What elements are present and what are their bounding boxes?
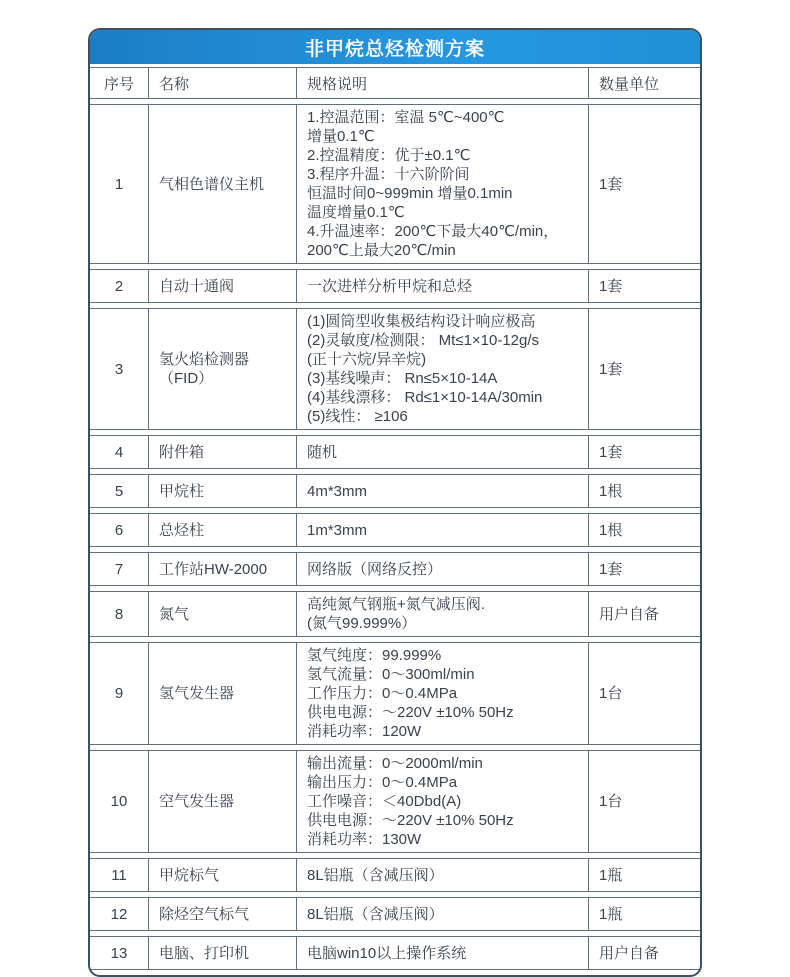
table-row <box>90 750 700 853</box>
item-name-cell: 电脑、打印机 <box>148 936 296 970</box>
row-number-cell: 3 <box>90 308 148 430</box>
item-name-cell: 氮气 <box>148 591 296 637</box>
row-number-cell: 8 <box>90 591 148 637</box>
spec-line: 4m*3mm <box>307 482 368 500</box>
item-name-cell: 甲烷柱 <box>148 474 296 508</box>
item-name-cell: 空气发生器 <box>148 750 296 853</box>
item-qty-cell: 1套 <box>588 435 700 469</box>
item-spec-cell <box>296 897 588 931</box>
item-spec-cell <box>296 435 588 469</box>
item-name-cell: 气相色谱仪主机 <box>148 104 296 264</box>
table-row <box>90 474 700 508</box>
row-number-cell: 9 <box>90 642 148 745</box>
table-row <box>90 308 700 430</box>
spec-line: 供电电源：～220V ±10% 50Hz <box>307 812 514 829</box>
item-qty-cell: 用户自备 <box>588 936 700 970</box>
item-qty-cell: 1根 <box>588 474 700 508</box>
spec-line: 1m*3mm <box>307 521 368 539</box>
table-row <box>90 897 700 931</box>
item-name-cell: 附件箱 <box>148 435 296 469</box>
row-number-cell: 10 <box>90 750 148 853</box>
item-spec-cell <box>296 513 588 547</box>
spec-line: 4.升温速率：200℃下最大40℃/min， <box>307 223 559 240</box>
spec-line: 工作噪音：＜40Dbd(A) <box>307 793 462 810</box>
spec-line: 恒温时间0~999min 增量0.1min <box>307 185 513 202</box>
spec-line: 电脑win10以上操作系统 <box>307 944 467 962</box>
spec-line: 消耗功率：130W <box>307 831 422 848</box>
spec-line: (3)基线噪声： Rn≤5×10-14A <box>307 370 498 387</box>
spec-line: (正十六烷/异辛烷) <box>307 351 427 368</box>
spec-line: 温度增量0.1℃ <box>307 204 405 221</box>
table-row <box>90 936 700 970</box>
column-header-no: 序号 <box>90 67 148 99</box>
spec-line: (4)基线漂移： Rd≤1×10-14A/30min <box>307 389 543 406</box>
row-number-cell: 11 <box>90 858 148 892</box>
row-number-cell: 12 <box>90 897 148 931</box>
item-spec-cell <box>296 552 588 586</box>
item-spec-cell <box>296 308 588 430</box>
item-qty-cell: 1瓶 <box>588 858 700 892</box>
table-row <box>90 858 700 892</box>
spec-line: 200℃上最大20℃/min <box>307 242 456 259</box>
row-number-cell: 2 <box>90 269 148 303</box>
spec-line: 输出流量：0～2000ml/min <box>307 755 483 772</box>
item-qty-cell: 1瓶 <box>588 897 700 931</box>
item-qty-cell: 1台 <box>588 642 700 745</box>
row-number-cell: 7 <box>90 552 148 586</box>
spec-line: 工作压力：0～0.4MPa <box>307 685 458 702</box>
sheet-title-banner <box>90 30 700 64</box>
item-name-cell: 氢气发生器 <box>148 642 296 745</box>
spec-line: 氢气纯度：99.999% <box>307 647 442 664</box>
spec-line: (2)灵敏度/检测限： Mt≤1×10-12g/s <box>307 332 540 349</box>
column-header-qty: 数量单位 <box>588 67 700 99</box>
table-row <box>90 513 700 547</box>
spec-line: 高纯氮气钢瓶+氮气减压阀. <box>307 596 485 613</box>
item-qty-cell: 1根 <box>588 513 700 547</box>
row-number-cell: 4 <box>90 435 148 469</box>
spec-line: 2.控温精度：优于±0.1℃ <box>307 147 471 164</box>
item-name-cell: 自动十通阀 <box>148 269 296 303</box>
item-spec-cell <box>296 750 588 853</box>
item-qty-cell: 用户自备 <box>588 591 700 637</box>
spec-line: 1.控温范围：室温 5℃~400℃ <box>307 109 505 126</box>
spec-line: 8L铝瓶（含减压阀） <box>307 866 444 884</box>
row-number-cell: 13 <box>90 936 148 970</box>
item-qty-cell: 1套 <box>588 308 700 430</box>
table-row <box>90 104 700 264</box>
item-spec-cell <box>296 642 588 745</box>
item-name-cell: 氢火焰检测器（FID） <box>148 308 296 430</box>
item-spec-cell <box>296 474 588 508</box>
item-qty-cell: 1套 <box>588 269 700 303</box>
spec-line: (氮气99.999%） <box>307 615 417 632</box>
item-spec-cell <box>296 591 588 637</box>
spec-line: 3.程序升温：十六阶阶间 <box>307 166 470 183</box>
item-qty-cell: 1套 <box>588 104 700 264</box>
spec-line: 增量0.1℃ <box>307 128 375 145</box>
spec-line: 网络版（网络反控） <box>307 560 443 578</box>
item-name-cell: 除烃空气标气 <box>148 897 296 931</box>
table-header-row <box>90 67 700 99</box>
spec-line: (1)圆筒型收集极结构设计响应极高 <box>307 313 536 330</box>
table-row <box>90 552 700 586</box>
table-row <box>90 435 700 469</box>
spec-line: 输出压力：0～0.4MPa <box>307 774 458 791</box>
spec-line: 一次进样分析甲烷和总烃 <box>307 277 473 295</box>
spec-line: 8L铝瓶（含减压阀） <box>307 905 444 923</box>
table-row <box>90 591 700 637</box>
spec-line: (5)线性： ≥106 <box>307 408 408 425</box>
item-name-cell: 工作站HW-2000 <box>148 552 296 586</box>
item-qty-cell: 1台 <box>588 750 700 853</box>
column-header-name: 名称 <box>148 67 296 99</box>
item-name-cell: 甲烷标气 <box>148 858 296 892</box>
column-header-spec: 规格说明 <box>296 67 588 99</box>
item-spec-cell <box>296 104 588 264</box>
item-name-cell: 总烃柱 <box>148 513 296 547</box>
item-spec-cell <box>296 936 588 970</box>
table-row <box>90 269 700 303</box>
spec-line: 消耗功率：120W <box>307 723 422 740</box>
spec-line: 氢气流量：0～300ml/min <box>307 666 475 683</box>
item-spec-cell <box>296 858 588 892</box>
sheet-title: 非甲烷总烃检测方案 <box>304 38 485 60</box>
spec-line: 随机 <box>307 443 338 461</box>
spec-table <box>90 62 700 975</box>
item-spec-cell <box>296 269 588 303</box>
spec-line: 供电电源：～220V ±10% 50Hz <box>307 704 514 721</box>
row-number-cell: 1 <box>90 104 148 264</box>
spec-sheet-panel <box>88 28 702 977</box>
row-number-cell: 5 <box>90 474 148 508</box>
table-row <box>90 642 700 745</box>
item-qty-cell: 1套 <box>588 552 700 586</box>
row-number-cell: 6 <box>90 513 148 547</box>
